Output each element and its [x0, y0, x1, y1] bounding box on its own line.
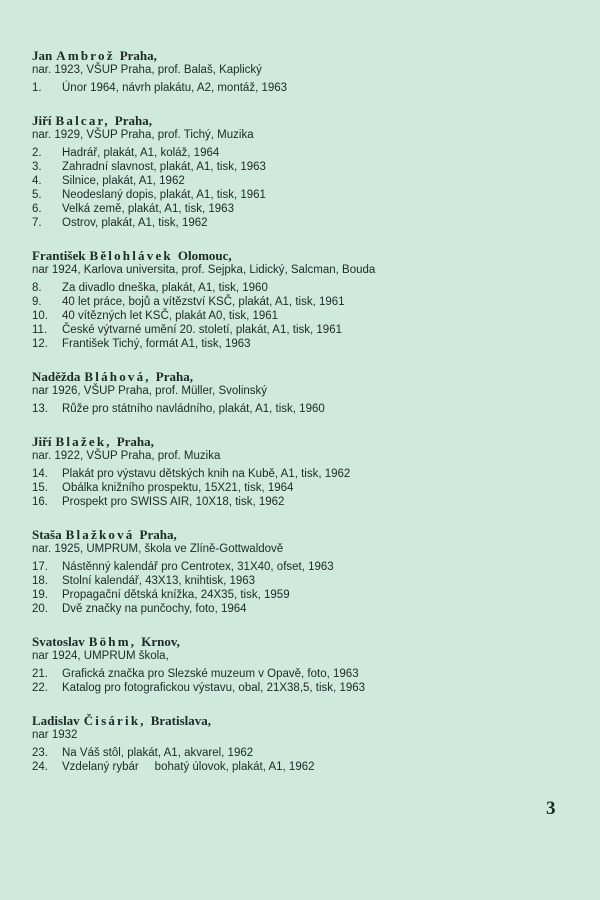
- artist-city: Bratislava,: [150, 713, 212, 728]
- work-item: [32, 495, 572, 509]
- artist-city: Olomouc,: [177, 248, 232, 263]
- work-item: [32, 760, 572, 774]
- work-description: 40 vítězných let KSČ, plakát A0, tisk, 1961: [62, 310, 279, 322]
- work-description: Grafická značka pro Slezské muzeum v Opavě, foto, 1963: [62, 668, 359, 680]
- artist-meta: nar 1926, VŠUP Praha, prof. Müller, Svolinský: [32, 385, 268, 397]
- catalog-entries: [32, 48, 572, 792]
- work-number: 7.: [32, 217, 42, 229]
- work-item: [32, 160, 572, 174]
- works-list: [32, 146, 572, 230]
- artist-city: Krnov,: [141, 634, 180, 649]
- artist-heading: [32, 634, 572, 649]
- artist-entry: [32, 527, 572, 616]
- work-item: [32, 281, 572, 295]
- work-number: 8.: [32, 282, 42, 294]
- work-number: 17.: [32, 561, 48, 573]
- artist-surname: Čisárik,: [83, 713, 146, 728]
- work-description: Prospekt pro SWISS AIR, 10X18, tisk, 1962: [62, 496, 285, 508]
- artist-first-name: Svatoslav: [32, 634, 85, 649]
- works-list: [32, 667, 572, 695]
- work-number: 13.: [32, 403, 48, 415]
- work-description: Silnice, plakát, A1, 1962: [62, 175, 185, 187]
- work-item: [32, 295, 572, 309]
- artist-first-name: Naděžda: [32, 369, 81, 384]
- artist-city: Praha,: [155, 369, 193, 384]
- artist-meta: nar 1932: [32, 729, 78, 741]
- work-item: [32, 681, 572, 695]
- artist-surname: Balcar,: [55, 113, 110, 128]
- work-number: 21.: [32, 668, 48, 680]
- artist-meta: nar. 1929, VŠUP Praha, prof. Tichý, Muzika: [32, 129, 254, 141]
- work-description: Nástěnný kalendář pro Centrotex, 31X40, ofset, 1963: [62, 561, 334, 573]
- artist-meta: nar. 1922, VŠUP Praha, prof. Muzika: [32, 450, 221, 462]
- work-item: [32, 188, 572, 202]
- work-description: Hadrář, plakát, A1, koláž, 1964: [62, 147, 220, 159]
- work-description: 40 let práce, bojů a vítězství KSČ, plakát, A1, tisk, 1961: [62, 296, 345, 308]
- work-item: [32, 588, 572, 602]
- artist-meta: nar. 1923, VŠUP Praha, prof. Balaš, Kaplický: [32, 64, 262, 76]
- work-description: Únor 1964, návrh plakátu, A2, montáž, 1963: [62, 82, 288, 94]
- artist-heading: [32, 369, 572, 384]
- work-item: [32, 402, 572, 416]
- artist-city: Praha,: [114, 113, 152, 128]
- work-description: Na Váš stôl, plakát, A1, akvarel, 1962: [62, 747, 254, 759]
- works-list: [32, 560, 572, 616]
- work-number: 18.: [32, 575, 48, 587]
- artist-first-name: Staša: [32, 527, 62, 542]
- work-number: 6.: [32, 203, 42, 215]
- artist-heading: [32, 527, 572, 542]
- artist-heading: [32, 113, 572, 128]
- artist-surname: Blažková: [65, 527, 135, 542]
- artist-entry: [32, 369, 572, 416]
- work-description: Velká země, plakát, A1, tisk, 1963: [62, 203, 234, 215]
- work-number: 4.: [32, 175, 42, 187]
- work-number: 2.: [32, 147, 42, 159]
- work-description: Neodeslaný dopis, plakát, A1, tisk, 1961: [62, 189, 266, 201]
- work-item: [32, 560, 572, 574]
- work-item: [32, 216, 572, 230]
- artist-entry: [32, 634, 572, 695]
- artist-surname: Blažek,: [55, 434, 112, 449]
- work-item: [32, 746, 572, 760]
- artist-surname: Ambrož: [56, 48, 115, 63]
- artist-entry: [32, 48, 572, 95]
- artist-heading: [32, 434, 572, 449]
- work-number: 12.: [32, 338, 48, 350]
- work-description: Vzdelaný rybár bohatý úlovok, plakát, A1, 1962: [62, 761, 315, 773]
- works-list: [32, 81, 572, 95]
- work-description: Za divadlo dneška, plakát, A1, tisk, 1960: [62, 282, 268, 294]
- work-item: [32, 467, 572, 481]
- work-description: Stolní kalendář, 43X13, knihtisk, 1963: [62, 575, 256, 587]
- artist-entry: [32, 248, 572, 351]
- work-number: 15.: [32, 482, 48, 494]
- work-number: 19.: [32, 589, 48, 601]
- artist-first-name: Jiří: [32, 434, 52, 449]
- artist-heading: [32, 713, 572, 728]
- work-item: [32, 309, 572, 323]
- artist-heading: [32, 48, 572, 63]
- works-list: [32, 281, 572, 351]
- work-number: 23.: [32, 747, 48, 759]
- work-number: 14.: [32, 468, 48, 480]
- work-number: 3.: [32, 161, 42, 173]
- artist-meta: nar 1924, UMPRUM škola,: [32, 650, 169, 662]
- work-description: Katalog pro fotografickou výstavu, obal, 21X38,5, tisk, 1963: [62, 682, 366, 694]
- work-item: [32, 202, 572, 216]
- work-number: 22.: [32, 682, 48, 694]
- artist-entry: [32, 434, 572, 509]
- work-item: [32, 81, 572, 95]
- artist-surname: Bělohlávek: [89, 248, 173, 263]
- work-number: 1.: [32, 82, 42, 94]
- work-number: 16.: [32, 496, 48, 508]
- work-description: Dvě značky na punčochy, foto, 1964: [62, 603, 247, 615]
- work-number: 9.: [32, 296, 42, 308]
- artist-first-name: Jan: [32, 48, 53, 63]
- work-description: Plakát pro výstavu dětských knih na Kubě, A1, tisk, 1962: [62, 468, 351, 480]
- work-description: Obálka knižního prospektu, 15X21, tisk, 1964: [62, 482, 294, 494]
- work-description: Růže pro státního navládního, plakát, A1, tisk, 1960: [62, 403, 325, 415]
- artist-meta: nar. 1925, UMPRUM, škola ve Zlíně-Gottwaldově: [32, 543, 284, 555]
- work-number: 20.: [32, 603, 48, 615]
- artist-entry: [32, 113, 572, 230]
- work-item: [32, 174, 572, 188]
- work-item: [32, 337, 572, 351]
- work-number: 10.: [32, 310, 48, 322]
- work-item: [32, 481, 572, 495]
- artist-surname: Bláhová,: [84, 369, 151, 384]
- artist-heading: [32, 248, 572, 263]
- works-list: [32, 402, 572, 416]
- page-number: 3: [546, 798, 556, 819]
- work-description: Ostrov, plakát, A1, tisk, 1962: [62, 217, 208, 229]
- work-number: 5.: [32, 189, 42, 201]
- work-item: [32, 574, 572, 588]
- work-description: František Tichý, formát A1, tisk, 1963: [62, 338, 251, 350]
- works-list: [32, 467, 572, 509]
- work-item: [32, 667, 572, 681]
- work-description: Propagační dětská knížka, 24X35, tisk, 1959: [62, 589, 290, 601]
- work-item: [32, 602, 572, 616]
- artist-first-name: Jiří: [32, 113, 52, 128]
- artist-first-name: František: [32, 248, 86, 263]
- works-list: [32, 746, 572, 774]
- artist-city: Praha,: [116, 434, 154, 449]
- artist-city: Praha,: [119, 48, 157, 63]
- artist-surname: Böhm,: [88, 634, 137, 649]
- artist-meta: nar 1924, Karlova universita, prof. Sejpka, Lidický, Salcman, Bouda: [32, 264, 376, 276]
- work-description: České výtvarné umění 20. století, plakát, A1, tisk, 1961: [62, 324, 342, 336]
- work-number: 24.: [32, 761, 48, 773]
- work-description: Zahradní slavnost, plakát, A1, tisk, 1963: [62, 161, 266, 173]
- work-item: [32, 323, 572, 337]
- artist-entry: [32, 713, 572, 774]
- artist-first-name: Ladislav: [32, 713, 80, 728]
- work-number: 11.: [32, 324, 48, 336]
- artist-city: Praha,: [139, 527, 177, 542]
- work-item: [32, 146, 572, 160]
